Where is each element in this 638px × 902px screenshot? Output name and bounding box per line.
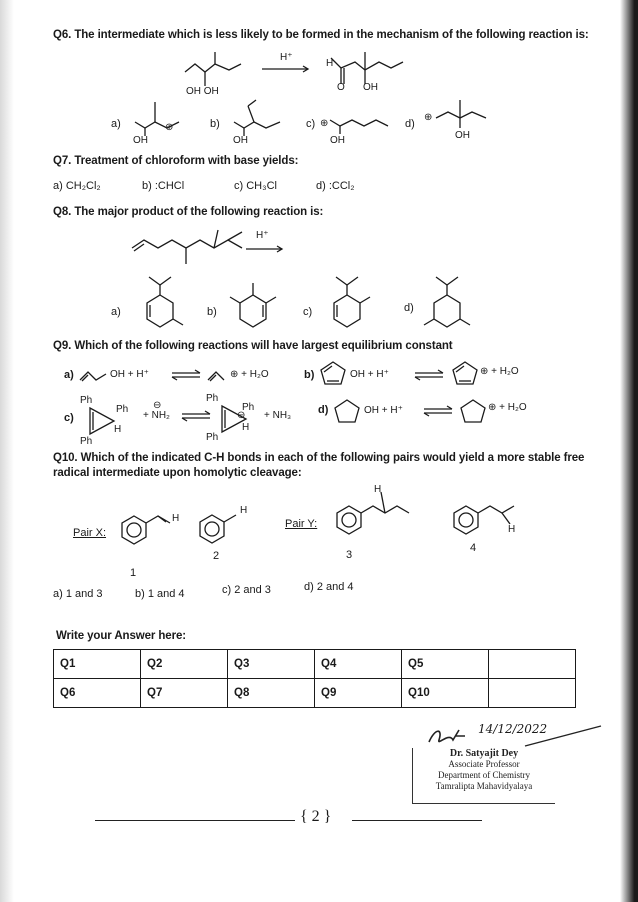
q8-option-d-structure bbox=[422, 275, 472, 335]
q6-option-d-oh: OH bbox=[455, 130, 470, 141]
q9-b-cyclopentadienyl-cation bbox=[452, 360, 482, 388]
q6-option-b-label: b) bbox=[210, 118, 220, 130]
q9-c-ph-bottom: Ph bbox=[80, 436, 93, 447]
answer-cell-q1[interactable]: Q1 bbox=[54, 650, 141, 679]
stamp-title: Associate Professor bbox=[448, 759, 520, 769]
q9-c-ph-top: Ph bbox=[80, 395, 93, 406]
q9-c-h: H bbox=[114, 424, 122, 435]
q9-c-product-charge: ⊖ bbox=[237, 410, 246, 421]
q9-b-right: ⊕ + H₂O bbox=[480, 366, 519, 377]
answer-row-2 bbox=[54, 679, 576, 708]
answer-cell-q6[interactable]: Q6 bbox=[54, 679, 141, 708]
q10-h-2: H bbox=[240, 505, 248, 516]
q9-c-product-ph-right: Ph bbox=[242, 402, 255, 413]
answer-cell-empty-2[interactable] bbox=[489, 679, 576, 708]
q9-a-left: OH + H⁺ bbox=[110, 369, 149, 380]
q10-pair-x-label: Pair X: bbox=[73, 527, 107, 539]
answer-cell-q4[interactable]: Q4 bbox=[315, 650, 402, 679]
q8-option-a-label: a) bbox=[111, 306, 121, 318]
q9-c-equilibrium-arrow bbox=[182, 411, 212, 421]
q10-number-1: 1 bbox=[130, 567, 137, 579]
q9-option-b-label: b) bbox=[304, 369, 315, 381]
q10-pair-y-label: Pair Y: bbox=[285, 518, 318, 530]
q9-d-cyclopentyl-cation bbox=[460, 398, 490, 426]
q6-option-a-charge: ⊕ bbox=[165, 122, 174, 133]
q6-option-a-label: a) bbox=[111, 118, 121, 130]
q9-c-product-ph-top: Ph bbox=[206, 393, 219, 404]
q9-c-right: + NH₃ bbox=[264, 410, 292, 421]
stamp-college: Tamralipta Mahavidyalaya bbox=[435, 781, 533, 791]
q6-product-oh: OH bbox=[363, 82, 378, 93]
q9-d-right: ⊕ + H₂O bbox=[488, 402, 527, 413]
q9-d-equilibrium-arrow bbox=[424, 406, 454, 416]
q10-number-2: 2 bbox=[213, 550, 220, 562]
answer-cell-q8[interactable]: Q8 bbox=[228, 679, 315, 708]
q9-a-equilibrium-arrow bbox=[172, 370, 202, 380]
q8-option-c-label: c) bbox=[303, 306, 313, 318]
q9-b-left: OH + H⁺ bbox=[350, 369, 389, 380]
stamp-name: Dr. Satyajit Dey bbox=[449, 748, 519, 759]
q6-reaction-arrow bbox=[262, 66, 312, 72]
q8-title: Q8. The major product of the following reaction is: bbox=[53, 206, 324, 218]
q6-reactant-label: OH OH bbox=[186, 86, 219, 97]
q9-d-left: OH + H⁺ bbox=[364, 405, 403, 416]
q6-option-b-oh: OH bbox=[233, 135, 248, 146]
page-edge-right bbox=[620, 0, 638, 902]
q6-option-d-charge: ⊕ bbox=[424, 112, 433, 123]
q8-option-d-label: d) bbox=[404, 302, 414, 314]
q9-d-cyclopentanol bbox=[334, 398, 364, 426]
q9-a-allyl-alcohol bbox=[80, 368, 108, 382]
q9-b-equilibrium-arrow bbox=[415, 370, 445, 380]
q9-c-product-ph-bottom: Ph bbox=[206, 432, 219, 443]
q6-option-b-structure bbox=[232, 100, 287, 140]
q10-h-1: H bbox=[172, 513, 180, 524]
page-edge-left bbox=[0, 0, 14, 902]
answer-cell-q9[interactable]: Q9 bbox=[315, 679, 402, 708]
q8-option-b-label: b) bbox=[207, 306, 217, 318]
q9-c-ph-right: Ph bbox=[116, 404, 129, 415]
q6-option-a-oh: OH bbox=[133, 135, 148, 146]
q10-option-b: b) 1 and 4 bbox=[135, 588, 185, 600]
q7-option-b: b) :CHCl bbox=[142, 180, 185, 192]
q6-product-o: O bbox=[337, 82, 345, 93]
footer-rule-right bbox=[352, 820, 482, 821]
answer-cell-empty-1[interactable] bbox=[489, 650, 576, 679]
signature-date: 14/12/2022 bbox=[478, 722, 548, 736]
q9-b-cyclopentadienol bbox=[320, 360, 350, 388]
q9-c-minus: ⊖ bbox=[153, 400, 162, 411]
q10-number-3: 3 bbox=[346, 549, 353, 561]
q6-option-a-structure bbox=[133, 100, 188, 140]
q7-option-a: a) CH₂Cl₂ bbox=[53, 180, 101, 192]
answer-cell-q2[interactable]: Q2 bbox=[141, 650, 228, 679]
q9-c-product-h: H bbox=[242, 422, 250, 433]
q10-title-line1: Q10. Which of the indicated C-H bonds in each of the following pairs would yield a more stable free bbox=[53, 452, 585, 464]
q8-option-c-structure bbox=[322, 275, 372, 335]
answer-cell-q7[interactable]: Q7 bbox=[141, 679, 228, 708]
q7-title: Q7. Treatment of chloroform with base yields: bbox=[53, 155, 299, 167]
q10-number-4: 4 bbox=[470, 542, 477, 554]
q9-title: Q9. Which of the following reactions will have largest equilibrium constant bbox=[53, 340, 453, 352]
q9-c-reagent: + NH₂ bbox=[143, 410, 170, 421]
q10-option-d: d) 2 and 4 bbox=[304, 581, 354, 593]
answer-cell-q3[interactable]: Q3 bbox=[228, 650, 315, 679]
answer-cell-q10[interactable]: Q10 bbox=[402, 679, 489, 708]
q7-option-d: d) :CCl₂ bbox=[316, 180, 355, 192]
q6-option-c-label: c) bbox=[306, 118, 316, 130]
q6-option-c-oh: OH bbox=[330, 135, 345, 146]
q9-a-right: ⊕ + H₂O bbox=[230, 369, 269, 380]
q6-reactant-diol bbox=[185, 50, 255, 90]
q10-h-4: H bbox=[508, 524, 516, 535]
q9-option-a-label: a) bbox=[64, 369, 74, 381]
q9-option-d-label: d) bbox=[318, 404, 329, 416]
q10-title-line2: radical intermediate upon homolytic cleavage: bbox=[53, 467, 302, 479]
stamp-department: Department of Chemistry bbox=[438, 770, 530, 780]
professor-stamp bbox=[412, 748, 555, 804]
q8-reactant bbox=[130, 226, 250, 266]
page-number: { 2 } bbox=[300, 808, 332, 825]
answer-heading: Write your Answer here: bbox=[56, 630, 186, 642]
q7-option-c: c) CH₃Cl bbox=[234, 180, 277, 192]
q6-title: Q6. The intermediate which is less likely to be formed in the mechanism of the following reaction is: bbox=[53, 29, 589, 41]
answer-grid bbox=[53, 649, 576, 708]
footer-rule-left bbox=[95, 820, 295, 821]
q6-reagent: H⁺ bbox=[280, 52, 293, 63]
q10-structure-3 bbox=[335, 490, 415, 540]
q10-option-c: c) 2 and 3 bbox=[222, 584, 271, 596]
q6-option-d-label: d) bbox=[405, 118, 415, 130]
q10-option-a: a) 1 and 3 bbox=[53, 588, 103, 600]
q8-option-a-structure bbox=[135, 275, 185, 335]
q10-h-3: H bbox=[374, 484, 382, 495]
q8-reagent: H⁺ bbox=[256, 230, 269, 241]
answer-row-1 bbox=[54, 650, 576, 679]
answer-cell-q5[interactable]: Q5 bbox=[402, 650, 489, 679]
q6-product-h: H bbox=[326, 58, 334, 69]
q9-option-c-label: c) bbox=[64, 412, 74, 424]
q8-reaction-arrow bbox=[246, 246, 286, 252]
q6-option-c-charge: ⊕ bbox=[320, 118, 329, 129]
q10-structure-1 bbox=[120, 510, 180, 550]
q6-option-c-structure bbox=[330, 106, 392, 136]
q9-a-allyl-cation bbox=[208, 368, 232, 382]
q8-option-b-structure bbox=[228, 275, 278, 335]
